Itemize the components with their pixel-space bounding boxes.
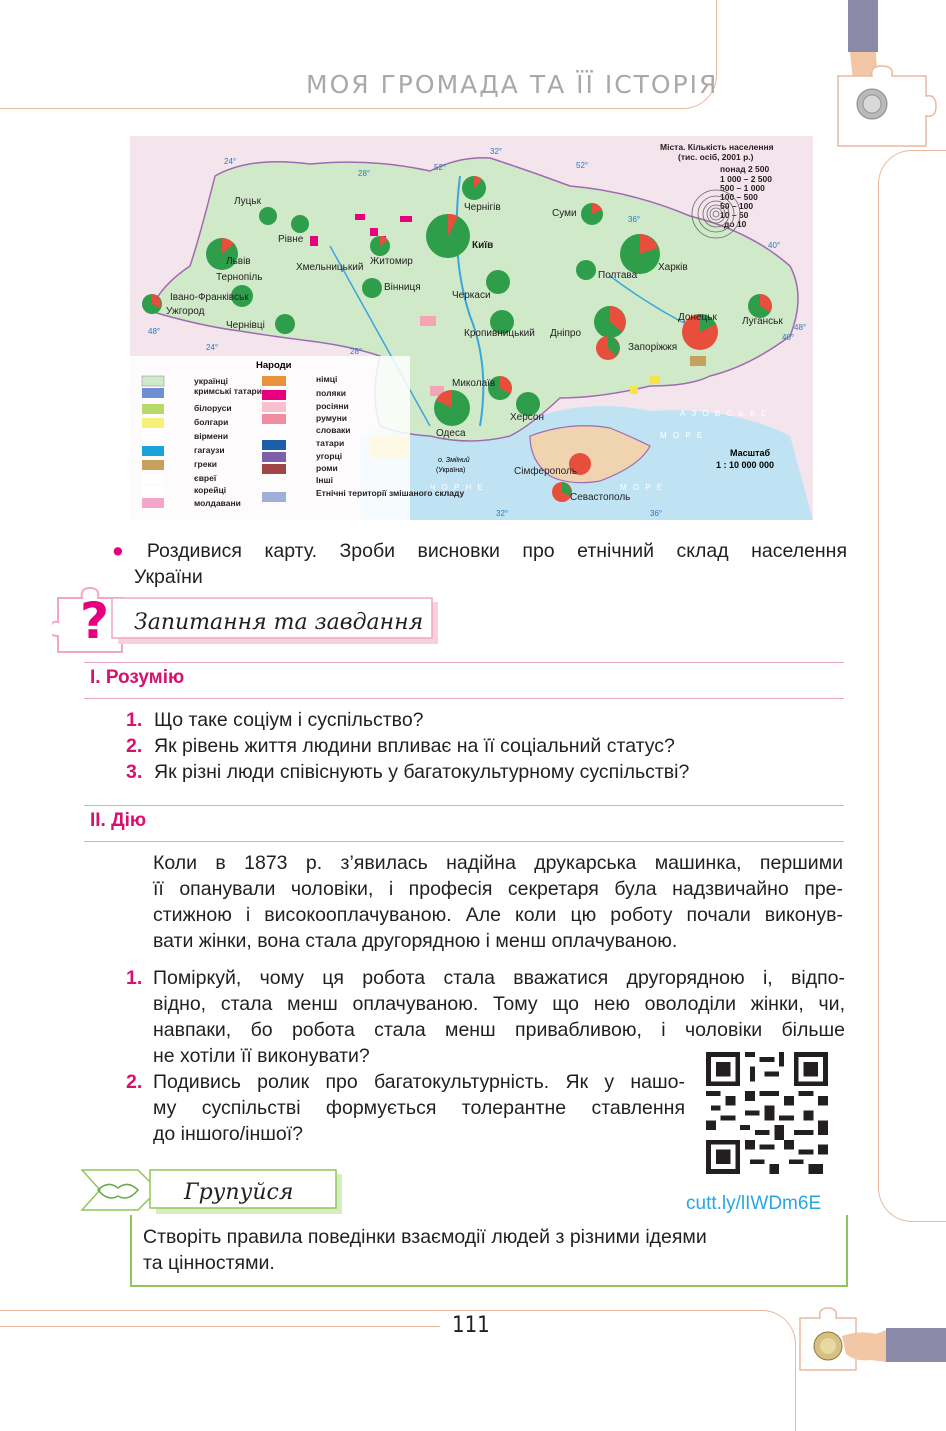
city-label: Хмельницький <box>296 262 364 273</box>
intro-line: стижною і високооплачуваною. Але коли цю роботу почали виконув- <box>153 904 843 926</box>
legend-people-item: угорці <box>316 451 343 461</box>
city-label: Запоріжжя <box>628 342 678 353</box>
city-label: Львів <box>226 256 251 267</box>
legend-people-item: українці <box>194 376 229 386</box>
group-header <box>78 1160 348 1220</box>
legend-people-item: греки <box>194 459 217 469</box>
question-item: 1. Що таке соціум і суспільство? <box>126 709 424 731</box>
group-text: Створіть правила поведінки взаємодії людей з різними ідеями та цінностями. <box>143 1226 707 1274</box>
legend-people-item: гагаузи <box>194 445 225 455</box>
divider <box>84 805 844 806</box>
page-frame-right <box>878 150 946 1222</box>
legend-cities-item: 100 – 500 <box>720 192 758 202</box>
hand-coin-icon <box>790 1300 946 1380</box>
legend-people-item: Інші <box>316 475 333 485</box>
footer-rule <box>0 1326 440 1327</box>
city-label: Херсон <box>510 412 544 423</box>
city-label: Донецьк <box>678 312 717 323</box>
hand-puzzle-icon <box>836 0 946 150</box>
scale-label: Масштаб <box>730 448 771 458</box>
degree-label: 40° <box>782 333 795 342</box>
question-mark-icon: ? <box>80 592 110 650</box>
degree-label: 48° <box>794 323 807 332</box>
qr-code[interactable] <box>706 1052 828 1174</box>
bullet-instruction: ● Роздивися карту. Зроби висновки про етнічний склад населення <box>112 540 848 562</box>
degree-label: 24° <box>224 157 237 166</box>
task-item: 1. Поміркуй, чому ця робота стала вважатися другорядною і, відпо- відно, стала менш оплачуваною. Тому що нею оволоділи жінки, чи, навпаки, бо робота стала менш привабливою, і чоловіки більше не хотіли її виконувати? <box>126 967 845 1067</box>
divider <box>84 698 844 699</box>
city-label: Чернігів <box>464 202 501 213</box>
city-label: Суми <box>552 208 577 219</box>
city-label: Дніпро <box>550 328 582 339</box>
qr-link[interactable]: cutt.ly/lIWDm6E <box>686 1193 822 1214</box>
legend-cities-sub: (тис. осіб, 2001 р.) <box>678 152 754 162</box>
group-title: Групуйся <box>184 1180 294 1205</box>
sea-label: Ч О Р Н Е <box>430 483 485 492</box>
city-label: Вінниця <box>384 282 421 293</box>
page-number: 111 <box>452 1313 490 1338</box>
city-label: Полтава <box>598 270 638 281</box>
question-item: 3. Як різні люди співіснують у багатокультурному суспільстві? <box>126 761 690 783</box>
ethnic-map <box>130 136 813 520</box>
legend-people-item: німці <box>316 374 338 384</box>
city-label: Луцьк <box>234 196 261 207</box>
divider <box>84 662 844 663</box>
city-label: Чернівці <box>226 320 265 331</box>
legend-people-item: кримські татари <box>194 386 262 396</box>
questions-header-title: Запитання та завдання <box>134 610 424 635</box>
degree-label: 40° <box>768 241 781 250</box>
running-header: МОЯ ГРОМАДА ТА ЇЇ ІСТОРІЯ <box>306 70 719 99</box>
legend-cities-item: 500 – 1 000 <box>720 183 765 193</box>
legend-people-item: болгари <box>194 417 229 427</box>
bullet-icon: ● <box>112 540 141 562</box>
intro-line: вати жінки, вона стала другорядною і менш оплачуваною. <box>153 930 678 952</box>
city-label: Одеса <box>436 428 466 439</box>
legend-people-item: вірмени <box>194 431 229 441</box>
intro-line: її опанували чоловіки, і професія секретаря була надзвичайно пре- <box>153 878 843 900</box>
island-label: о. Зміїний <box>438 457 470 464</box>
degree-label: 28° <box>350 347 363 356</box>
legend-cities-title: Міста. Кількість населення <box>660 142 774 152</box>
legend-people-item: євреї <box>194 473 217 483</box>
task-item: 2. Подивись ролик про багатокультурність. Як у нашо- му суспільстві формується толерантне ставлення до іншого/іншої? <box>126 1071 685 1145</box>
city-label: Харків <box>658 262 688 273</box>
degree-label: 32° <box>496 509 509 518</box>
legend-people-item: поляки <box>316 388 346 398</box>
city-label: Миколаїв <box>452 378 496 389</box>
legend-people-item: словаки <box>316 425 351 435</box>
city-label: Рівне <box>278 234 304 245</box>
legend-peoples-title: Народи <box>256 360 292 371</box>
legend-people-item: Етнічні території змішаного складу <box>316 488 465 498</box>
sea-label: А З О В С Ь К Е <box>680 409 769 418</box>
legend-cities-item: 50 – 100 <box>720 201 754 211</box>
legend-cities-item: 10 – 50 <box>720 210 749 220</box>
legend-people-item: татари <box>316 438 345 448</box>
legend-people-item: молдавани <box>194 498 241 508</box>
legend-people-item: роми <box>316 463 338 473</box>
sea-label: М О Р Е <box>660 431 705 440</box>
degree-label: 28° <box>358 169 371 178</box>
section-title: ІІ. Дію <box>90 810 147 831</box>
legend-people-item: білоруси <box>194 403 232 413</box>
legend-cities-item: до 10 <box>724 219 747 229</box>
city-label: Житомир <box>370 256 413 267</box>
intro-line: Коли в 1873 р. з’явилась надійна друкарська машинка, першими <box>153 852 843 874</box>
city-label: Кропивницький <box>464 328 535 339</box>
scale-value: 1 : 10 000 000 <box>716 460 775 470</box>
legend-people-item: росіяни <box>316 401 349 411</box>
questions-header <box>52 586 444 656</box>
degree-label: 48° <box>148 327 161 336</box>
island-sub: (Україна) <box>436 467 466 474</box>
legend-cities-item: понад 2 500 <box>720 164 770 174</box>
degree-label: 32° <box>490 147 503 156</box>
question-item: 2. Як рівень життя людини впливає на її соціальний статус? <box>126 735 675 757</box>
page-frame-bottom <box>0 1310 796 1431</box>
section-title: І. Розумію <box>90 667 185 688</box>
city-label: Тернопіль <box>216 272 263 283</box>
legend-people-item: румуни <box>316 413 347 423</box>
sea-label: М О Р Е <box>620 483 665 492</box>
city-label: Київ <box>472 240 494 251</box>
city-label: Івано-Франківськ <box>170 292 249 303</box>
legend-cities-item: 1 000 – 2 500 <box>720 174 772 184</box>
degree-label: 52° <box>576 161 589 170</box>
city-label: Луганськ <box>742 316 783 327</box>
city-label: Ужгород <box>166 306 205 317</box>
city-label: Сімферополь <box>514 466 578 477</box>
city-label: Черкаси <box>452 290 491 301</box>
degree-label: 36° <box>628 215 641 224</box>
city-label: Севастополь <box>570 492 631 503</box>
degree-label: 24° <box>206 343 219 352</box>
degree-label: 36° <box>650 509 663 518</box>
degree-label: 52° <box>434 163 447 172</box>
legend-people-item: корейці <box>194 485 227 495</box>
divider <box>84 841 844 842</box>
bullet-instruction-cont: України <box>134 566 203 588</box>
